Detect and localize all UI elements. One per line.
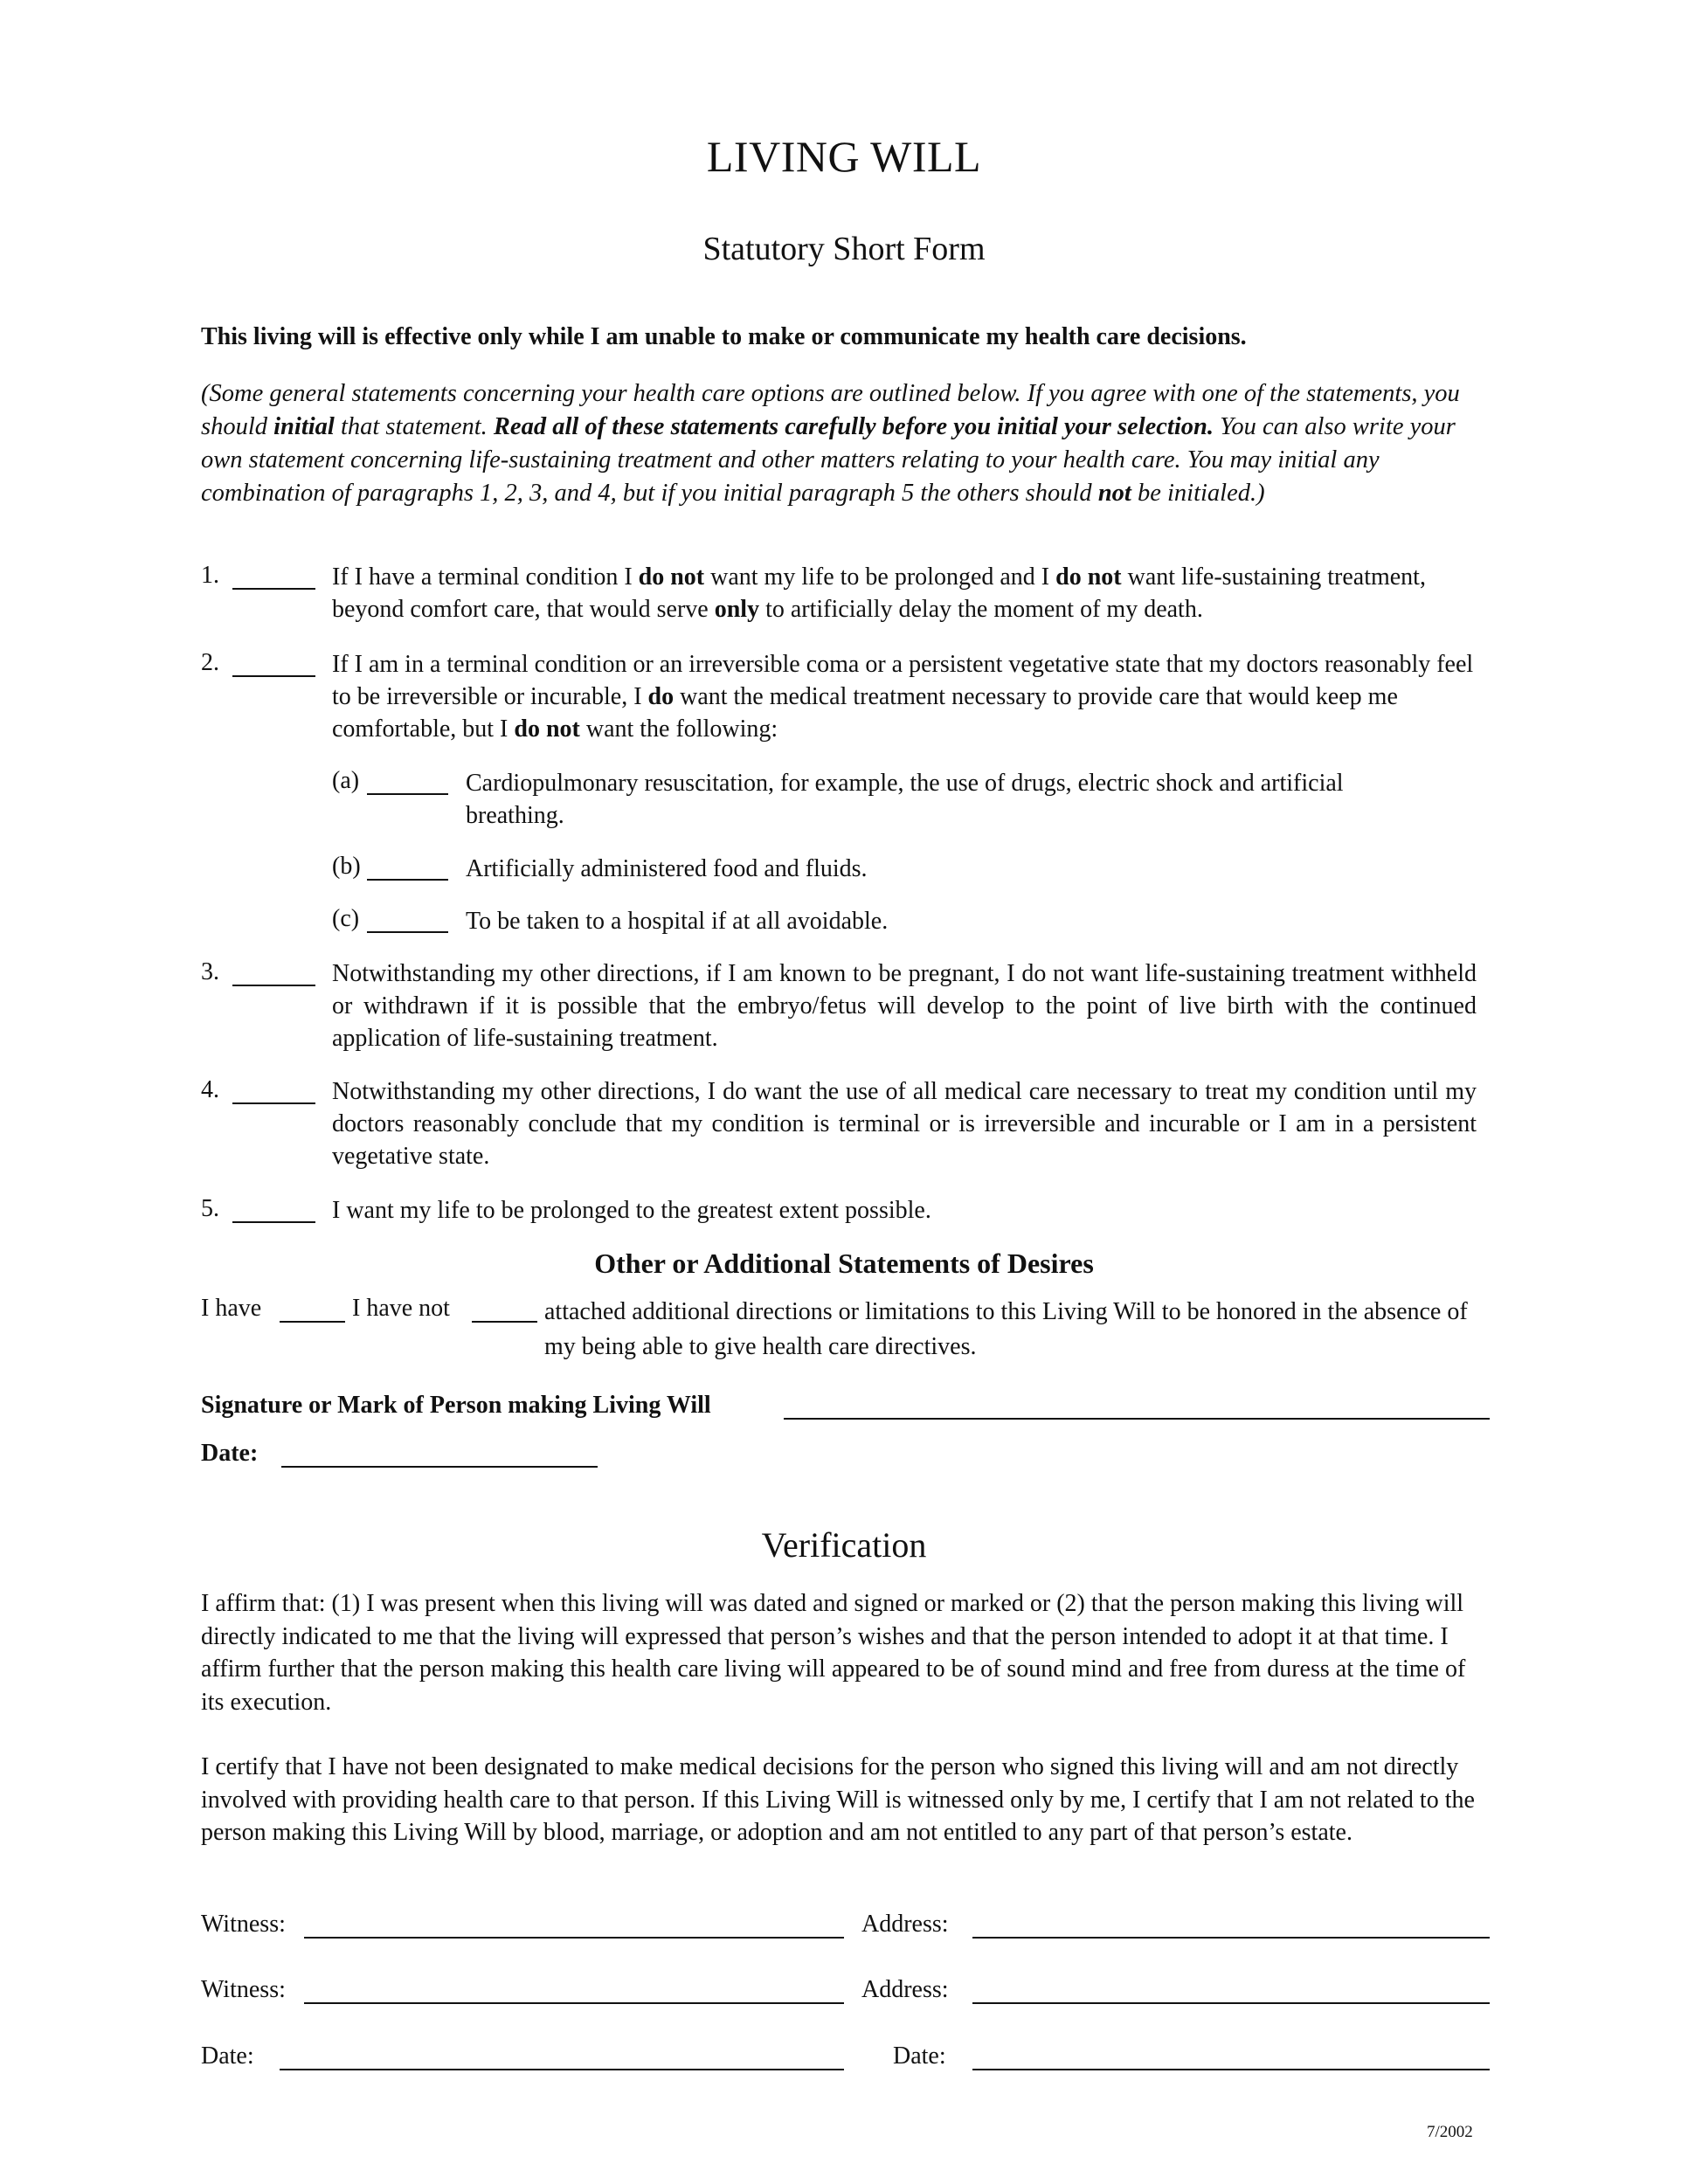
witness-1-line[interactable] [304, 1937, 844, 1939]
i-have-not-blank[interactable] [472, 1321, 537, 1323]
witness-date-1-line[interactable] [280, 2069, 844, 2070]
i-have-blank[interactable] [280, 1321, 345, 1323]
witness-1-label: Witness: [201, 1911, 286, 1938]
item-1-initial-blank[interactable] [232, 588, 315, 590]
signature-label: Signature or Mark of Person making Living Will [201, 1392, 711, 1419]
address-2-label: Address: [861, 1976, 949, 2003]
witness-date-1-label: Date: [201, 2042, 254, 2070]
verification-paragraph-2: I certify that I have not been designated to make medical decisions for the person who signed this living will and am not directly involved with providing health care to that person. If this Living Will is witnessed only by me, I certify that I am not related to the person making this Living Will by blood, marriage, or adoption and am not entitled to any part of that person’s estate. [201, 1753, 1475, 1846]
item-1-text: If I have a terminal condition I do not want my life to be prolonged and I do not want life-sustaining treatment, beyond comfort care, that would serve only to artificially delay the moment of my death. [332, 563, 1426, 623]
item-2-number: 2. [201, 649, 219, 676]
address-2-line[interactable] [972, 2002, 1490, 2004]
sub-item-c-blank[interactable] [367, 931, 448, 933]
verification-paragraph-1: I affirm that: (1) I was present when this living will was dated and signed or marked or (2) that the person making this living will directly indicated to me that the living will expressed that person’s wishes and that the person intended to adopt it at that time. I affirm further that the person making this health care living will appeared to be of sound mind and free from duress at the time of its execution. [201, 1590, 1466, 1716]
item-2-text: If I am in a terminal condition or an irreversible coma or a persistent vegetative state that my doctors reasonably feel to be irreversible or incurable, I do want the medical treatment necessary to provide care that would keep me comfortable, but I do not want the following: [332, 651, 1474, 743]
item-4-text: Notwithstanding my other directions, I do want the use of all medical care necessary to treat my condition until my doctors reasonably conclude that my condition is terminal or is irreversible and incurable or I am in a persistent vegetative state. [332, 1078, 1477, 1170]
item-2-initial-blank[interactable] [232, 675, 315, 677]
additional-directions-text: attached additional directions or limitations to this Living Will to be honored in the absence of my being able to give health care directives. [544, 1298, 1468, 1360]
effective-statement: This living will is effective only while I am unable to make or communicate my health care decisions. [201, 323, 1247, 350]
document-title: LIVING WILL [706, 132, 982, 181]
sub-item-c-text: To be taken to a hospital if at all avoidable. [466, 908, 889, 935]
item-1-number: 1. [201, 562, 219, 589]
address-1-label: Address: [861, 1911, 949, 1938]
item-3-text: Notwithstanding my other directions, if I am known to be pregnant, I do not want life-sustaining treatment withheld or withdrawn if it is possible that the embryo/fetus will develop to the point of live birth with the continued application of life-sustaining treatment. [332, 960, 1477, 1052]
item-4-number: 4. [201, 1076, 219, 1103]
sub-item-b-text: Artificially administered food and fluids. [466, 855, 868, 882]
witness-date-2-line[interactable] [972, 2069, 1490, 2070]
witness-2-line[interactable] [304, 2002, 844, 2004]
date-line[interactable] [281, 1466, 598, 1468]
i-have-label: I have [201, 1295, 262, 1322]
sub-item-c-label: (c) [332, 905, 360, 932]
form-version-code: 7/2002 [1427, 2123, 1473, 2141]
witness-2-label: Witness: [201, 1976, 286, 2003]
item-3-initial-blank[interactable] [232, 985, 315, 986]
sub-item-a-blank[interactable] [367, 793, 448, 795]
instructions-paragraph: (Some general statements concerning your health care options are outlined below. If you agree with one of the statements, you should initial that statement. Read all of these statements carefully before you initial your selection. You can also write your own statement concerning life-sustaining treatment and other matters relating to your health care. You may initial any combination of paragraphs 1, 2, 3, and 4, but if you initial paragraph 5 the others should not be initialed.) [201, 380, 1460, 507]
sub-item-b-label: (b) [332, 853, 361, 880]
verification-heading: Verification [761, 1525, 927, 1565]
item-4-initial-blank[interactable] [232, 1102, 315, 1104]
item-5-number: 5. [201, 1195, 219, 1222]
witness-date-2-label: Date: [893, 2042, 946, 2070]
other-statements-heading: Other or Additional Statements of Desires [594, 1248, 1094, 1279]
address-1-line[interactable] [972, 1937, 1490, 1939]
signature-line[interactable] [784, 1418, 1490, 1420]
sub-item-a-label: (a) [332, 767, 360, 794]
item-5-text: I want my life to be prolonged to the greatest extent possible. [332, 1197, 931, 1224]
sub-item-a-text: Cardiopulmonary resuscitation, for example, the use of drugs, electric shock and artificial breathing. [466, 770, 1344, 829]
item-3-number: 3. [201, 958, 219, 985]
sub-item-b-blank[interactable] [367, 879, 448, 881]
i-have-not-label: I have not [352, 1295, 450, 1322]
date-label: Date: [201, 1440, 259, 1467]
item-5-initial-blank[interactable] [232, 1221, 315, 1223]
document-subtitle: Statutory Short Form [702, 231, 986, 267]
